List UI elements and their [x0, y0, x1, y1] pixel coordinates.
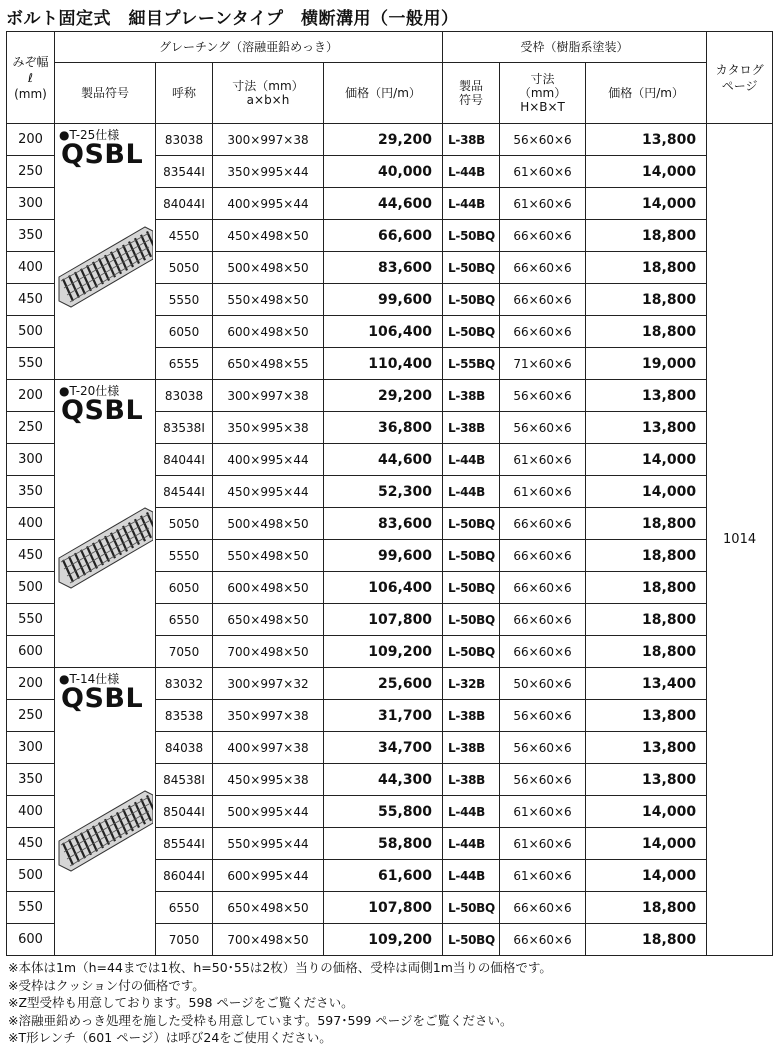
- dims-cell: 350×995×38: [213, 412, 324, 444]
- nominal-cell: 6555: [156, 348, 213, 380]
- price-cell: 29,200: [324, 124, 443, 156]
- brand-label: QSBL: [61, 683, 144, 714]
- dims-cell: 550×498×50: [213, 540, 324, 572]
- frame-price-cell: 18,800: [586, 252, 707, 284]
- dims-cell: 600×498×50: [213, 572, 324, 604]
- frame-dims-cell: 61×60×6: [500, 828, 586, 860]
- frame-price-cell: 18,800: [586, 540, 707, 572]
- footnote: ※受枠はクッション付の価格です。: [8, 977, 205, 993]
- brand-label: QSBL: [61, 395, 144, 426]
- width-cell: 300: [7, 732, 55, 764]
- frame-dims-cell: 66×60×6: [500, 284, 586, 316]
- frame-price-cell: 13,400: [586, 668, 707, 700]
- table-row: [7, 668, 773, 700]
- footnote: ※Z型受枠も用意しております。598 ページをご覧ください。: [8, 995, 354, 1010]
- nominal-cell: 83538I: [156, 412, 213, 444]
- header-price-grating: 価格（円/m）: [324, 63, 443, 124]
- frame-code-cell: L-38B: [443, 124, 500, 156]
- dims-cell: 400×997×38: [213, 732, 324, 764]
- price-cell: 44,600: [324, 188, 443, 220]
- frame-dims-cell: 56×60×6: [500, 412, 586, 444]
- product-cell: [55, 124, 156, 380]
- frame-dims-cell: 71×60×6: [500, 348, 586, 380]
- dims-cell: 300×997×38: [213, 380, 324, 412]
- frame-dims-cell: 66×60×6: [500, 316, 586, 348]
- price-cell: 40,000: [324, 156, 443, 188]
- header-dims-grating: [213, 63, 324, 124]
- frame-price-cell: 18,800: [586, 604, 707, 636]
- header-product-code: 製品符号: [55, 63, 156, 124]
- frame-dims-cell: 56×60×6: [500, 764, 586, 796]
- dims-cell: 500×498×50: [213, 252, 324, 284]
- price-cell: 109,200: [324, 636, 443, 668]
- nominal-cell: 84038: [156, 732, 213, 764]
- frame-price-cell: 18,800: [586, 220, 707, 252]
- dims-cell: 500×498×50: [213, 508, 324, 540]
- frame-price-cell: 18,800: [586, 508, 707, 540]
- frame-code-cell: L-50BQ: [443, 284, 500, 316]
- frame-price-cell: 13,800: [586, 700, 707, 732]
- dims-cell: 500×995×44: [213, 796, 324, 828]
- frame-price-cell: 14,000: [586, 476, 707, 508]
- frame-price-cell: 18,800: [586, 636, 707, 668]
- frame-code-cell: L-38B: [443, 732, 500, 764]
- width-cell: 350: [7, 764, 55, 796]
- frame-dims-cell: 61×60×6: [500, 444, 586, 476]
- brand-label: QSBL: [61, 139, 144, 170]
- width-cell: 450: [7, 540, 55, 572]
- price-cell: 29,200: [324, 380, 443, 412]
- frame-price-cell: 13,800: [586, 124, 707, 156]
- price-cell: 58,800: [324, 828, 443, 860]
- nominal-cell: 6050: [156, 572, 213, 604]
- grating-image: [57, 219, 153, 309]
- nominal-cell: 83544I: [156, 156, 213, 188]
- grating-image: [57, 500, 153, 590]
- dims-cell: 400×995×44: [213, 444, 324, 476]
- frame-price-cell: 14,000: [586, 156, 707, 188]
- nominal-cell: 84044I: [156, 444, 213, 476]
- spec-label: ●T-25仕様: [59, 128, 120, 142]
- footnote: ※本体は1m（h=44までは1枚、h=50･55は2枚）当りの価格、受枠は両側1m当りの価格です。: [8, 960, 552, 975]
- frame-dims-cell: 61×60×6: [500, 156, 586, 188]
- price-cell: 83,600: [324, 508, 443, 540]
- width-cell: 600: [7, 636, 55, 668]
- frame-dims-cell: 61×60×6: [500, 476, 586, 508]
- width-cell: 250: [7, 412, 55, 444]
- nominal-cell: 4550: [156, 220, 213, 252]
- frame-price-cell: 14,000: [586, 444, 707, 476]
- frame-price-cell: 18,800: [586, 284, 707, 316]
- nominal-cell: 7050: [156, 924, 213, 956]
- header-frame-code-label: 製品 符号: [459, 79, 484, 107]
- frame-code-cell: L-50BQ: [443, 316, 500, 348]
- frame-dims-cell: 56×60×6: [500, 124, 586, 156]
- product-cell: [55, 668, 156, 956]
- dims-cell: 350×995×44: [213, 156, 324, 188]
- nominal-cell: 83538: [156, 700, 213, 732]
- frame-dims-cell: 61×60×6: [500, 796, 586, 828]
- frame-code-cell: L-50BQ: [443, 892, 500, 924]
- frame-dims-cell: 61×60×6: [500, 188, 586, 220]
- price-cell: 106,400: [324, 316, 443, 348]
- nominal-cell: 83038: [156, 380, 213, 412]
- price-cell: 110,400: [324, 348, 443, 380]
- frame-price-cell: 13,800: [586, 380, 707, 412]
- footnote: ※T形レンチ（601 ページ）は呼び24をご使用ください。: [8, 1030, 332, 1045]
- frame-dims-cell: 56×60×6: [500, 700, 586, 732]
- frame-dims-cell: 66×60×6: [500, 540, 586, 572]
- frame-price-cell: 18,800: [586, 316, 707, 348]
- frame-dims-cell: 66×60×6: [500, 508, 586, 540]
- nominal-cell: 86044I: [156, 860, 213, 892]
- frame-code-cell: L-32B: [443, 668, 500, 700]
- width-cell: 250: [7, 156, 55, 188]
- dims-cell: 650×498×50: [213, 604, 324, 636]
- frame-dims-cell: 56×60×6: [500, 732, 586, 764]
- nominal-cell: 5550: [156, 284, 213, 316]
- price-cell: 107,800: [324, 892, 443, 924]
- frame-dims-cell: 50×60×6: [500, 668, 586, 700]
- frame-dims-cell: 66×60×6: [500, 636, 586, 668]
- frame-price-cell: 19,000: [586, 348, 707, 380]
- table-body: [7, 124, 773, 956]
- width-cell: 500: [7, 572, 55, 604]
- price-cell: 25,600: [324, 668, 443, 700]
- frame-price-cell: 13,800: [586, 732, 707, 764]
- frame-dims-cell: 66×60×6: [500, 892, 586, 924]
- price-cell: 83,600: [324, 252, 443, 284]
- frame-price-cell: 18,800: [586, 572, 707, 604]
- price-cell: 52,300: [324, 476, 443, 508]
- frame-dims-cell: 56×60×6: [500, 380, 586, 412]
- header-catalog: [707, 32, 773, 124]
- nominal-cell: 5550: [156, 540, 213, 572]
- frame-price-cell: 14,000: [586, 796, 707, 828]
- dims-cell: 300×997×38: [213, 124, 324, 156]
- header-width: [7, 32, 55, 124]
- frame-code-cell: L-50BQ: [443, 636, 500, 668]
- dims-cell: 650×498×55: [213, 348, 324, 380]
- frame-price-cell: 14,000: [586, 828, 707, 860]
- catalog-page-cell: 1014: [707, 124, 773, 956]
- price-cell: 55,800: [324, 796, 443, 828]
- frame-price-cell: 13,800: [586, 412, 707, 444]
- width-cell: 550: [7, 892, 55, 924]
- table-row: [7, 124, 773, 156]
- dims-cell: 600×995×44: [213, 860, 324, 892]
- dims-cell: 450×995×44: [213, 476, 324, 508]
- dims-cell: 550×498×50: [213, 284, 324, 316]
- price-table: [6, 31, 773, 956]
- frame-code-cell: L-38B: [443, 412, 500, 444]
- frame-code-cell: L-50BQ: [443, 604, 500, 636]
- frame-code-cell: L-55BQ: [443, 348, 500, 380]
- frame-code-cell: L-38B: [443, 764, 500, 796]
- table-row: [7, 380, 773, 412]
- nominal-cell: 84538I: [156, 764, 213, 796]
- dims-cell: 700×498×50: [213, 924, 324, 956]
- frame-price-cell: 14,000: [586, 860, 707, 892]
- frame-price-cell: 18,800: [586, 924, 707, 956]
- price-cell: 106,400: [324, 572, 443, 604]
- width-cell: 250: [7, 700, 55, 732]
- product-cell: [55, 380, 156, 668]
- frame-code-cell: L-44B: [443, 860, 500, 892]
- nominal-cell: 85044I: [156, 796, 213, 828]
- width-cell: 200: [7, 124, 55, 156]
- nominal-cell: 84544I: [156, 476, 213, 508]
- nominal-cell: 83032: [156, 668, 213, 700]
- header-catalog-label: カタログ ページ: [715, 62, 764, 93]
- header-nominal: 呼称: [156, 63, 213, 124]
- nominal-cell: 5050: [156, 252, 213, 284]
- width-cell: 500: [7, 316, 55, 348]
- dims-cell: 550×995×44: [213, 828, 324, 860]
- price-cell: 99,600: [324, 284, 443, 316]
- spec-label: ●T-14仕様: [59, 672, 120, 686]
- dims-cell: 300×997×32: [213, 668, 324, 700]
- price-cell: 66,600: [324, 220, 443, 252]
- header-frame-group: 受枠（樹脂系塗装）: [443, 32, 707, 63]
- dims-cell: 650×498×50: [213, 892, 324, 924]
- nominal-cell: 7050: [156, 636, 213, 668]
- header-grating-group: グレーチング（溶融亜鉛めっき）: [55, 32, 443, 63]
- page-title: ボルト固定式 細目プレーンタイプ 横断溝用（一般用）: [6, 9, 459, 29]
- frame-code-cell: L-44B: [443, 188, 500, 220]
- price-cell: 61,600: [324, 860, 443, 892]
- nominal-cell: 5050: [156, 508, 213, 540]
- width-cell: 300: [7, 444, 55, 476]
- nominal-cell: 85544I: [156, 828, 213, 860]
- frame-code-cell: L-50BQ: [443, 924, 500, 956]
- price-cell: 34,700: [324, 732, 443, 764]
- dims-cell: 600×498×50: [213, 316, 324, 348]
- nominal-cell: 83038: [156, 124, 213, 156]
- footnote: ※溶融亜鉛めっき処理を施した受枠も用意しています。597･599 ページをご覧ください。: [8, 1012, 513, 1028]
- frame-code-cell: L-44B: [443, 828, 500, 860]
- dims-cell: 400×995×44: [213, 188, 324, 220]
- frame-code-cell: L-44B: [443, 156, 500, 188]
- price-cell: 107,800: [324, 604, 443, 636]
- nominal-cell: 6550: [156, 892, 213, 924]
- price-cell: 99,600: [324, 540, 443, 572]
- footnotes: [8, 959, 774, 1047]
- frame-price-cell: 18,800: [586, 892, 707, 924]
- frame-dims-cell: 66×60×6: [500, 604, 586, 636]
- width-cell: 550: [7, 348, 55, 380]
- header-width-label: みぞ幅 ℓ (mm): [12, 54, 49, 101]
- header-frame-code: [443, 63, 500, 124]
- price-cell: 36,800: [324, 412, 443, 444]
- header-price-frame: 価格（円/m）: [586, 63, 707, 124]
- width-cell: 400: [7, 796, 55, 828]
- price-cell: 44,300: [324, 764, 443, 796]
- header-dims-frame-label: 寸法 （mm） H×B×T: [518, 72, 567, 114]
- width-cell: 600: [7, 924, 55, 956]
- frame-dims-cell: 66×60×6: [500, 572, 586, 604]
- dims-cell: 700×498×50: [213, 636, 324, 668]
- width-cell: 450: [7, 828, 55, 860]
- price-cell: 109,200: [324, 924, 443, 956]
- width-cell: 300: [7, 188, 55, 220]
- header-dims-frame: [500, 63, 586, 124]
- frame-dims-cell: 61×60×6: [500, 860, 586, 892]
- width-cell: 200: [7, 380, 55, 412]
- nominal-cell: 6050: [156, 316, 213, 348]
- dims-cell: 450×995×38: [213, 764, 324, 796]
- price-cell: 31,700: [324, 700, 443, 732]
- spec-label: ●T-20仕様: [59, 384, 120, 398]
- frame-dims-cell: 66×60×6: [500, 252, 586, 284]
- width-cell: 550: [7, 604, 55, 636]
- frame-code-cell: L-50BQ: [443, 572, 500, 604]
- frame-code-cell: L-44B: [443, 796, 500, 828]
- width-cell: 450: [7, 284, 55, 316]
- grating-image: [57, 783, 153, 873]
- frame-dims-cell: 66×60×6: [500, 924, 586, 956]
- frame-code-cell: L-50BQ: [443, 508, 500, 540]
- frame-dims-cell: 66×60×6: [500, 220, 586, 252]
- frame-code-cell: L-44B: [443, 476, 500, 508]
- nominal-cell: 6550: [156, 604, 213, 636]
- dims-cell: 450×498×50: [213, 220, 324, 252]
- width-cell: 200: [7, 668, 55, 700]
- frame-code-cell: L-44B: [443, 444, 500, 476]
- price-cell: 44,600: [324, 444, 443, 476]
- frame-code-cell: L-50BQ: [443, 220, 500, 252]
- header-dims-grating-label: 寸法（mm） a×b×h: [232, 79, 304, 107]
- frame-code-cell: L-38B: [443, 380, 500, 412]
- frame-code-cell: L-38B: [443, 700, 500, 732]
- width-cell: 350: [7, 476, 55, 508]
- frame-code-cell: L-50BQ: [443, 540, 500, 572]
- width-cell: 400: [7, 252, 55, 284]
- dims-cell: 350×997×38: [213, 700, 324, 732]
- nominal-cell: 84044I: [156, 188, 213, 220]
- frame-price-cell: 13,800: [586, 764, 707, 796]
- frame-price-cell: 14,000: [586, 188, 707, 220]
- width-cell: 350: [7, 220, 55, 252]
- width-cell: 400: [7, 508, 55, 540]
- width-cell: 500: [7, 860, 55, 892]
- frame-code-cell: L-50BQ: [443, 252, 500, 284]
